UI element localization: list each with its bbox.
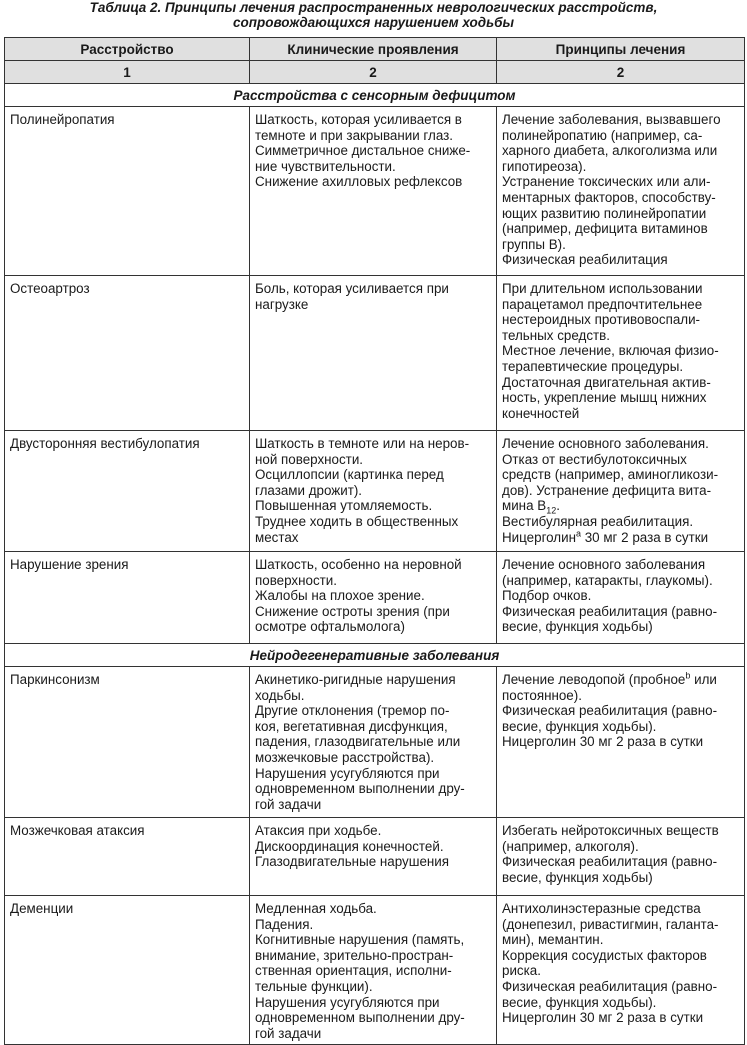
row-clinical	[250, 276, 497, 431]
treat-line: Ницерголин 30 мг 2 раза в сутки	[502, 1010, 704, 1026]
clin-line: одновременном выполнении дру-	[255, 781, 465, 797]
treat-line: Лечение основного заболевания.	[502, 436, 709, 451]
clin-line: Осциллопсии (картинка перед	[255, 467, 444, 483]
clin-line: одновременном выполнении дру-	[255, 1010, 465, 1026]
treat-line: мин), мемантин.	[502, 932, 604, 948]
row-clinical	[250, 431, 497, 552]
clin-line: гой задачи	[255, 796, 322, 812]
clin-line: ние чувствительности.	[255, 158, 396, 174]
treat-line: весие, функция ходьбы)	[502, 869, 653, 885]
treat-line: Лечение основного заболевания	[502, 557, 706, 572]
treat-line: полинейропатию (например, са-	[502, 127, 703, 143]
table-row	[5, 818, 745, 896]
row-name-text: Мозжечковая атаксия	[10, 823, 145, 838]
table-row	[5, 431, 745, 552]
treat-line-nicergoline	[502, 530, 739, 546]
treat-line-levodopa	[502, 672, 739, 688]
treat-line: нестероидных противовоспали-	[502, 312, 701, 328]
treat-line: Антихолинэстеразные средства	[502, 901, 701, 916]
row-treatment	[497, 431, 745, 552]
clin-line: ходьбы.	[255, 687, 305, 703]
treat-line: Физическая реабилитация (равно-	[502, 854, 718, 870]
treat-line: весие, функция ходьбы).	[502, 994, 657, 1010]
row-name-text: Двусторонняя вестибулопатия	[10, 436, 200, 451]
row-name-text: Деменции	[10, 901, 74, 916]
footnote-a: а	[576, 528, 582, 539]
treat-line: Физическая реабилитация (равно-	[502, 603, 718, 619]
treat-line: тельных средств.	[502, 327, 610, 343]
row-name	[5, 276, 250, 431]
footnote-b: b	[685, 670, 691, 681]
row-name	[5, 667, 250, 818]
clin-line: внимание, зрительно-простран-	[255, 947, 454, 963]
clin-line: Падения.	[255, 916, 314, 932]
treat-line: Устранение токсических или али-	[502, 174, 711, 190]
header-num-3: 2	[497, 61, 745, 84]
table-row	[5, 667, 745, 818]
clin-line: Шаткость, особенно на неровной	[255, 557, 462, 572]
row-name	[5, 896, 250, 1045]
clin-line: гой задачи	[255, 1025, 322, 1041]
clin-line: падения, глазодвигательные или	[255, 734, 461, 750]
treat-line: харного диабета, алкоголизма или	[502, 143, 718, 159]
header-num-2: 2	[250, 61, 497, 84]
row-treatment	[497, 818, 745, 896]
clin-line: осмотре офтальмолога)	[255, 619, 405, 635]
row-name-text: Остеоартроз	[10, 281, 90, 296]
treat-line: ментарных факторов, способству-	[502, 189, 716, 205]
row-name	[5, 552, 250, 644]
table-caption	[0, 0, 747, 30]
treat-line: Достаточная двигательная актив-	[502, 374, 711, 390]
header-treatment: Принципы лечения	[497, 38, 745, 61]
row-treatment	[497, 276, 745, 431]
table-row	[5, 276, 745, 431]
treat-line: постоянное).	[502, 687, 582, 703]
table-row	[5, 896, 745, 1045]
header-clinical: Клинические проявления	[250, 38, 497, 61]
treat-line: (например, дефицита витаминов	[502, 221, 708, 237]
clin-line: Повышенная утомляемость.	[255, 498, 433, 514]
treat-line: (например, катаракты, глаукомы).	[502, 572, 713, 588]
row-clinical	[250, 107, 497, 276]
row-treatment	[497, 896, 745, 1045]
clin-line: Атаксия при ходьбе.	[255, 823, 382, 838]
treatment-table	[4, 37, 745, 1045]
clin-line: Нарушения усугубляются при	[255, 994, 440, 1010]
treat-line: При длительном использовании	[502, 281, 703, 296]
clin-line: Акинетико-ригидные нарушения	[255, 672, 456, 687]
treat-line: (например, алкоголя).	[502, 838, 639, 854]
b12-subscript: 12	[546, 506, 557, 517]
clin-line: тельные функции).	[255, 978, 373, 994]
treat-line: Отказ от вестибулотоксичных	[502, 451, 687, 467]
treat-line: терапевтические процедуры.	[502, 358, 684, 374]
treat-line: группы В).	[502, 236, 566, 252]
row-name	[5, 818, 250, 896]
levodopa-text: Лечение леводопой (пробное	[502, 672, 686, 687]
row-name-text: Полинейропатия	[10, 112, 115, 127]
row-clinical	[250, 818, 497, 896]
clin-line: Шаткость в темноте или на неров-	[255, 436, 470, 451]
clin-line: Шаткость, которая усиливается в	[255, 112, 462, 127]
treat-line: гипотиреоза).	[502, 158, 587, 174]
clin-line: Снижение ахилловых рефлексов	[255, 174, 463, 190]
clin-line: Глазодвигательные нарушения	[255, 854, 450, 870]
treat-line: Физическая реабилитация (равно-	[502, 978, 718, 994]
treat-line: Избегать нейротоксичных веществ	[502, 823, 719, 838]
treat-line: Местное лечение, включая физио-	[502, 343, 719, 359]
table-row	[5, 552, 745, 644]
treat-line: Коррекция сосудистых факторов	[502, 947, 707, 963]
nicergoline-text: Ницерголин	[502, 529, 576, 545]
clin-line: поверхности.	[255, 572, 337, 588]
clin-line: Жалобы на плохое зрение.	[255, 588, 425, 604]
row-clinical	[250, 896, 497, 1045]
clin-line: ной поверхности.	[255, 451, 364, 467]
treat-line-b12	[502, 498, 739, 517]
levodopa-or: или	[690, 672, 717, 687]
caption-line-1: Таблица 2. Принципы лечения распространенных неврологических расстройств,	[89, 0, 658, 15]
treat-line: дов). Устранение дефицита вита-	[502, 482, 712, 498]
caption-line-2: сопровождающихся нарушением ходьбы	[233, 15, 514, 30]
row-name	[5, 107, 250, 276]
clin-line: темноте и при закрывании глаз.	[255, 127, 453, 143]
treat-line: средств (например, аминогликози-	[502, 467, 719, 483]
clin-line: нагрузке	[255, 296, 309, 312]
treat-line: парацетамол предпочтительнее	[502, 296, 703, 312]
treat-line: Физическая реабилитация (равно-	[502, 703, 718, 719]
clin-line: ственная ориентация, исполни-	[255, 963, 452, 979]
row-name	[5, 431, 250, 552]
header-disorder: Расстройство	[5, 38, 250, 61]
row-name-text: Паркинсонизм	[10, 672, 100, 687]
row-treatment	[497, 552, 745, 644]
treat-line: весие, функция ходьбы).	[502, 718, 657, 734]
nicergoline-dose: 30 мг 2 раза в сутки	[581, 529, 709, 545]
clin-line: Симметричное дистальное сниже-	[255, 143, 471, 159]
clin-line: Когнитивные нарушения (память,	[255, 932, 465, 948]
b12-text: мина В	[502, 498, 547, 514]
clin-line: Медленная ходьба.	[255, 901, 377, 916]
row-name-text: Нарушение зрения	[10, 557, 129, 572]
table-row	[5, 107, 745, 276]
header-num-1: 1	[5, 61, 250, 84]
clin-line: Дискоординация конечностей.	[255, 838, 444, 854]
treat-line: Лечение заболевания, вызвавшего	[502, 112, 721, 127]
row-clinical	[250, 667, 497, 818]
row-treatment	[497, 107, 745, 276]
row-clinical	[250, 552, 497, 644]
row-treatment	[497, 667, 745, 818]
treat-line: конечностей	[502, 405, 580, 421]
treat-line: (донепезил, ривастигмин, галанта-	[502, 916, 719, 932]
treat-line: Подбор очков.	[502, 588, 592, 604]
b12-period: .	[556, 498, 560, 514]
treat-line: Вестибулярная реабилитация.	[502, 513, 694, 529]
section-sensory: Расстройства с сенсорным дефицитом	[5, 84, 745, 107]
clin-line: Другие отклонения (тремор по-	[255, 703, 450, 719]
section-neurodegenerative: Нейродегенеративные заболевания	[5, 644, 745, 667]
treat-line: весие, функция ходьбы)	[502, 619, 653, 635]
clin-line: коя, вегетативная дисфункция,	[255, 718, 448, 734]
clin-line: глазами дрожит).	[255, 482, 363, 498]
clin-line: Труднее ходить в общественных	[255, 513, 459, 529]
treat-line: Ницерголин 30 мг 2 раза в сутки	[502, 734, 704, 750]
treat-line: ность, укрепление мышц нижних	[502, 390, 707, 406]
treat-line: риска.	[502, 963, 541, 979]
treat-line: ющих развитию полинейропатии	[502, 205, 707, 221]
clin-line: Нарушения усугубляются при	[255, 765, 440, 781]
clin-line: местах	[255, 529, 299, 545]
treat-line: Физическая реабилитация	[502, 252, 668, 268]
clin-line: мозжечковые расстройства).	[255, 749, 435, 765]
clin-line: Снижение остроты зрения (при	[255, 603, 450, 619]
clin-line: Боль, которая усиливается при	[255, 281, 449, 296]
